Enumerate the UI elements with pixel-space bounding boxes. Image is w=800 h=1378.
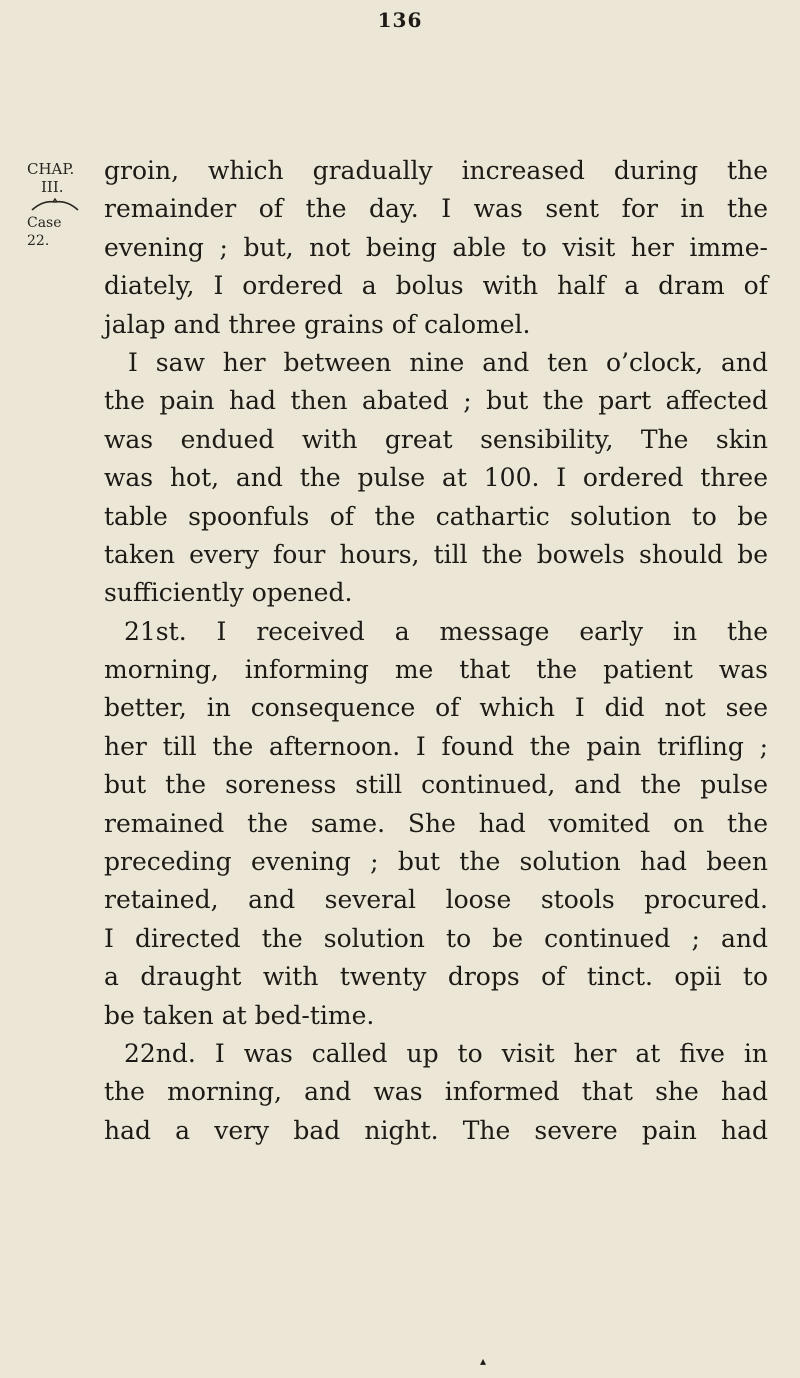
margin-brace-ornament: [31, 198, 79, 212]
text-line: 21st. I received a message early in the: [124, 616, 768, 646]
text-line: the morning, and was informed that she had: [104, 1077, 768, 1107]
text-line: groin, which gradually increased during the: [104, 156, 768, 185]
text-line: morning, informing me that the patient was: [104, 655, 768, 685]
text-line: be taken at bed-time.: [104, 1000, 375, 1030]
text-line: had a very bad night. The severe pain had: [104, 1115, 768, 1145]
text-line: the pain had then abated ; but the part affected: [104, 386, 768, 416]
text-line: was hot, and the pulse at 100. I ordered three: [104, 463, 768, 493]
margin-chapter-number: III.: [41, 178, 64, 196]
margin-case: Case 22.: [27, 215, 62, 249]
text-line: remainder of the day. I was sent for in the: [104, 194, 768, 224]
page-number: 136: [377, 8, 423, 32]
margin-note: [27, 160, 79, 250]
text-line: evening ; but, not being able to visit her imme-: [104, 232, 768, 262]
text-line: but the soreness still continued, and the pulse: [104, 770, 768, 800]
signature-mark: ▴: [480, 1354, 487, 1368]
text-line: taken every four hours, till the bowels should be: [104, 539, 768, 569]
text-line: remained the same. She had vomited on the: [104, 808, 768, 838]
text-line: I directed the solution to be continued ; and: [104, 923, 768, 953]
text-line: 22nd. I was called up to visit her at five in: [124, 1038, 768, 1068]
text-line: her till the afternoon. I found the pain trifling ;: [104, 731, 768, 761]
text-line: jalap and three grains of calomel.: [104, 309, 531, 339]
text-line: sufficiently opened.: [104, 578, 353, 608]
text-line: I saw her between nine and ten o’clock, and: [128, 347, 768, 377]
text-line: retained, and several loose stools procured.: [104, 885, 768, 915]
margin-chapter: CHAP.: [27, 160, 75, 178]
text-line: preceding evening ; but the solution had been: [104, 847, 768, 877]
text-line: table spoonfuls of the cathartic solution to be: [104, 501, 768, 531]
text-line: better, in consequence of which I did not see: [104, 693, 768, 723]
text-line: diately, I ordered a bolus with half a dram of: [104, 271, 768, 301]
body-text: [104, 152, 768, 1150]
text-line: a draught with twenty drops of tinct. opii to: [104, 962, 768, 992]
text-line: was endued with great sensibility, The skin: [104, 424, 768, 454]
